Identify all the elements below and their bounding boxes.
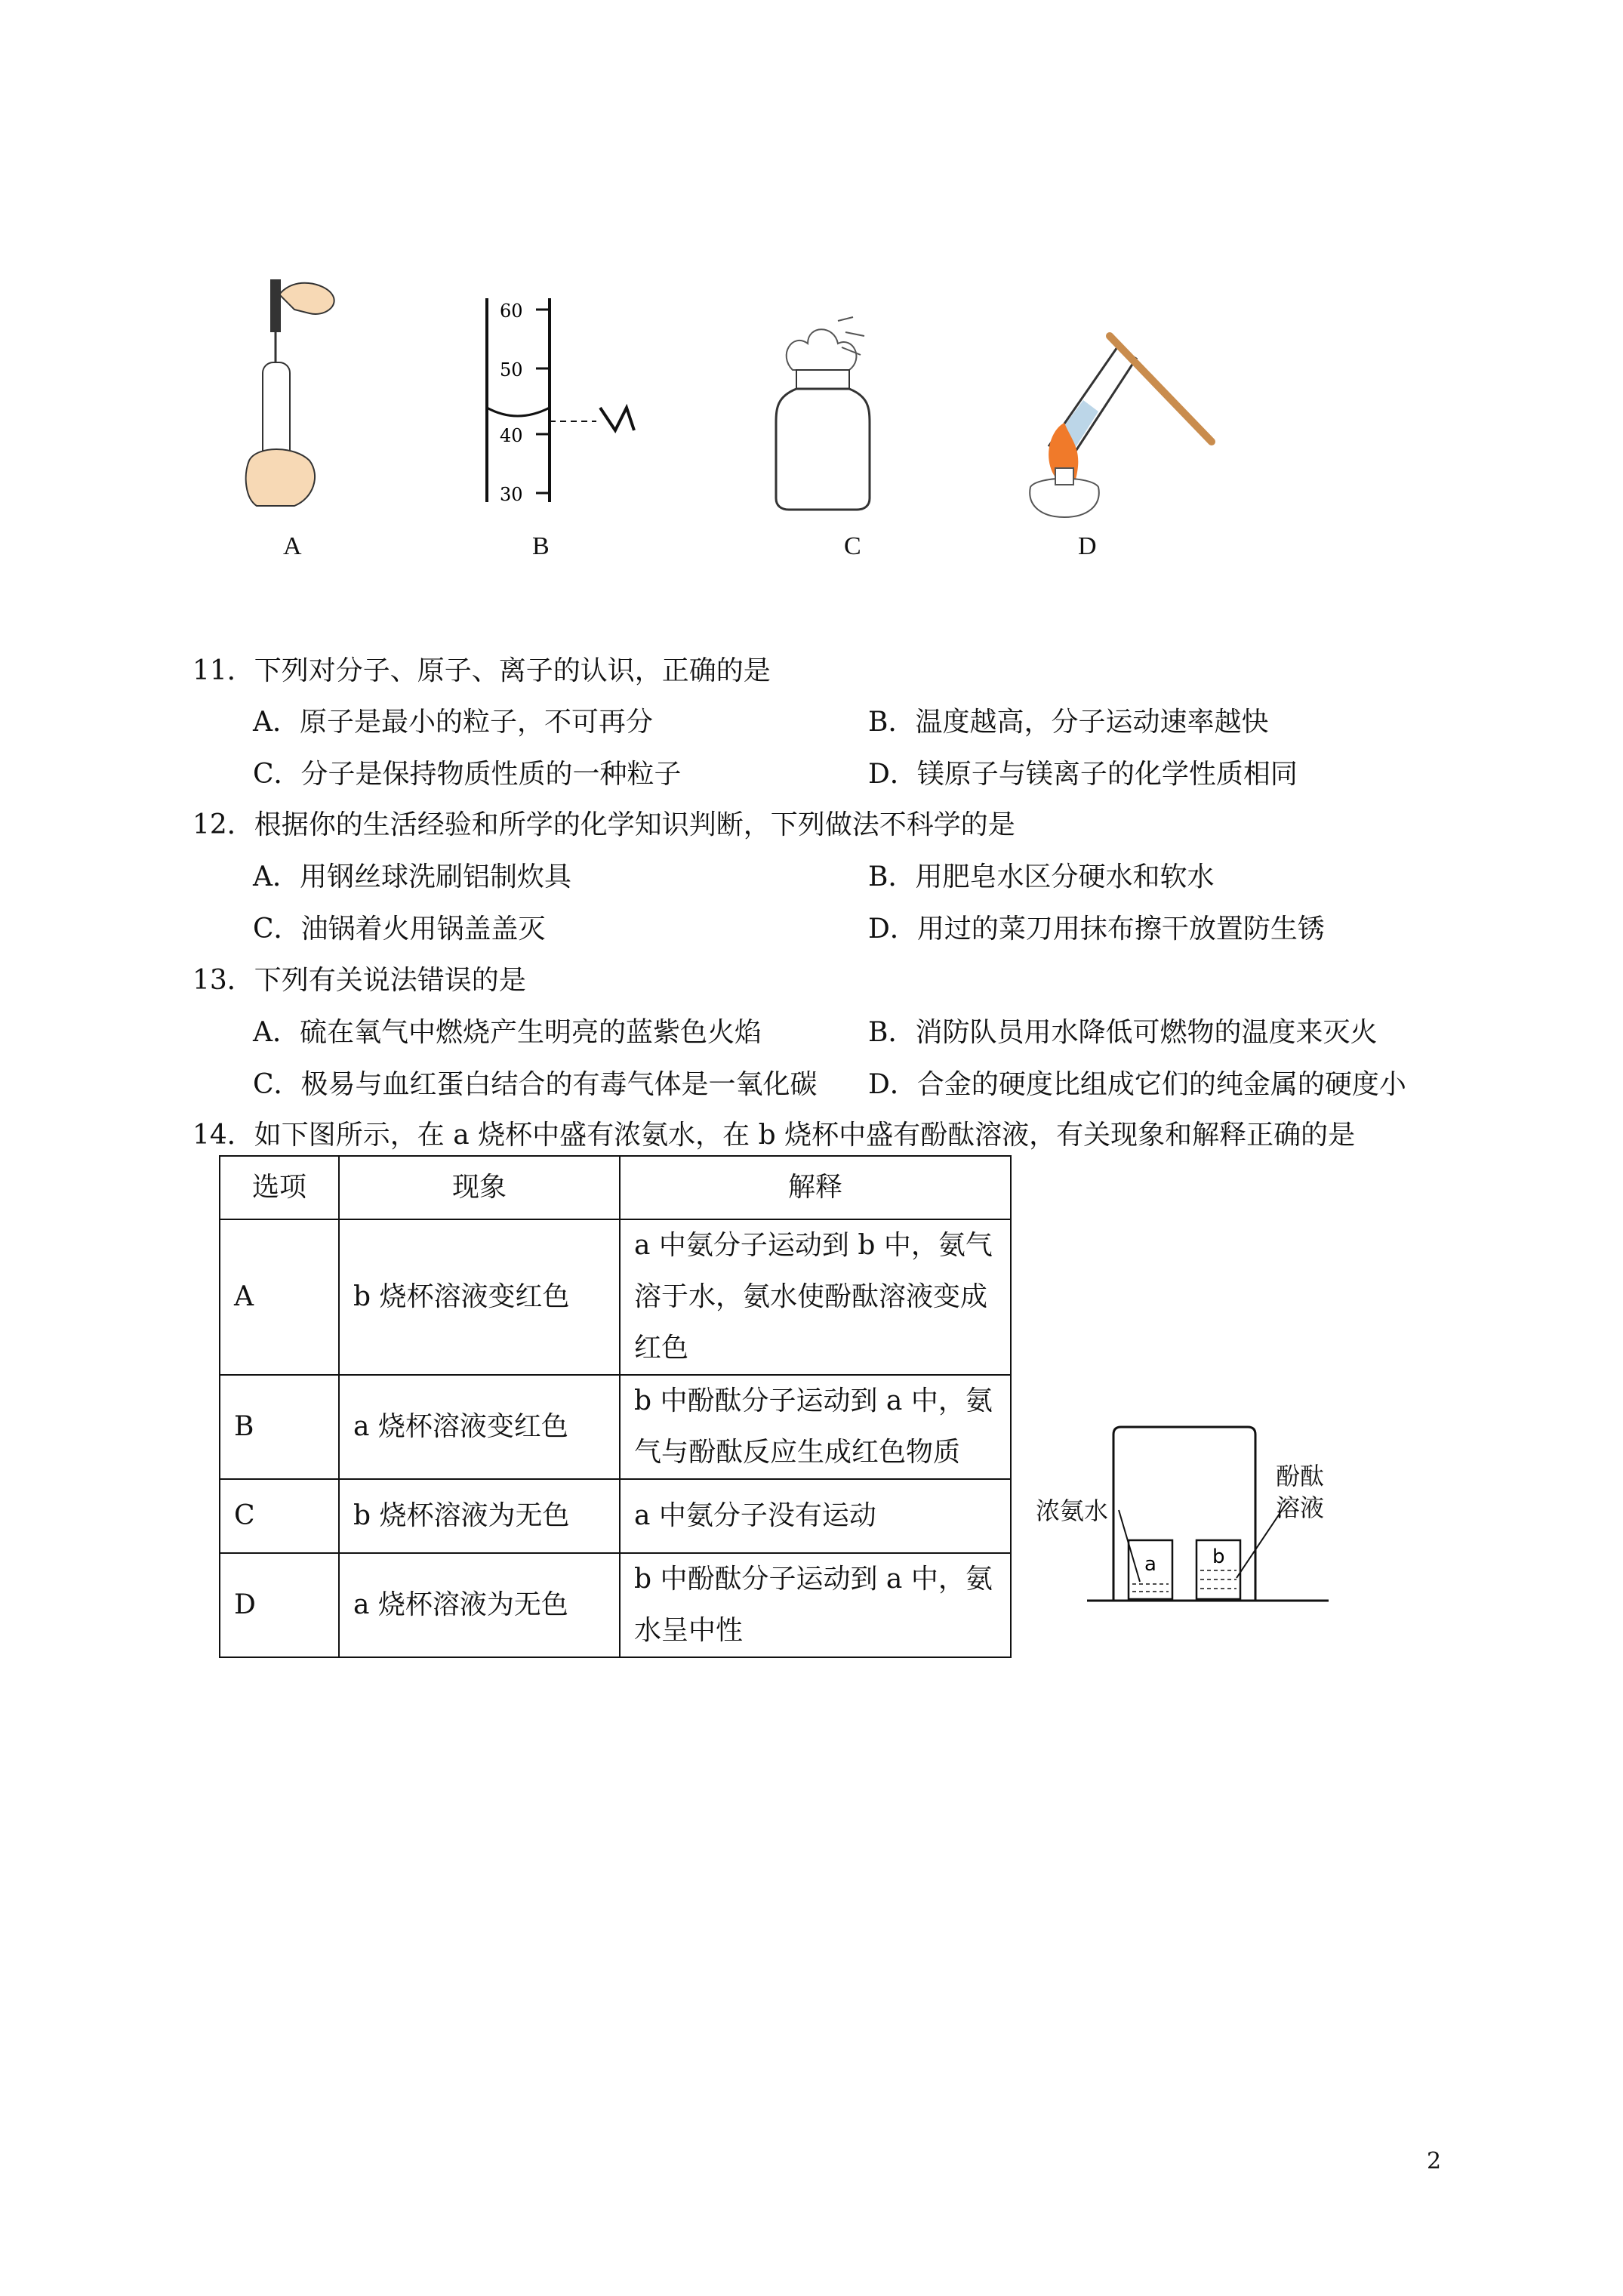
cylinder-tick-60: 60 xyxy=(500,300,523,322)
table-cell-option: A xyxy=(220,1219,339,1375)
question-11-option-d: D．镁原子与镁离子的化学性质相同 xyxy=(868,759,1298,790)
cylinder-tick-50: 50 xyxy=(500,359,523,381)
question-12-option-d: D．用过的菜刀用抹布擦干放置防生锈 xyxy=(868,914,1325,945)
beaker-a-label: a xyxy=(1144,1553,1156,1576)
table-header-explanation: 解释 xyxy=(620,1156,1011,1219)
diagram-label-phenolphthalein-2: 溶液 xyxy=(1276,1493,1325,1522)
beaker-b-label: b xyxy=(1212,1546,1225,1568)
question-14-stem: 14．如下图所示，在 a 烧杯中盛有浓氨水，在 b 烧杯中盛有酚酞溶液，有关现象和解释正确的是 xyxy=(192,1120,1356,1151)
question-12-option-c: C．油锅着火用锅盖盖灭 xyxy=(253,914,546,945)
table-header-row xyxy=(220,1156,1011,1219)
diagram-label-ammonia: 浓氨水 xyxy=(1036,1496,1109,1525)
figure-d-heating xyxy=(1004,317,1230,521)
question-13-option-a: A．硫在氧气中燃烧产生明亮的蓝紫色火焰 xyxy=(253,1017,762,1048)
question-11-option-c: C．分子是保持物质性质的一种粒子 xyxy=(253,759,682,790)
figure-label-c: C xyxy=(844,532,861,560)
figure-b-cylinder xyxy=(483,294,649,506)
cylinder-tick-40: 40 xyxy=(500,425,523,446)
table-cell-phenomenon: a 烧杯溶液为无色 xyxy=(339,1553,620,1657)
table-cell-explanation: b 中酚酞分子运动到 a 中，氨气与酚酞反应生成红色物质 xyxy=(620,1375,1011,1479)
table-cell-explanation: b 中酚酞分子运动到 a 中，氨水呈中性 xyxy=(620,1553,1011,1657)
table-cell-explanation: a 中氨分子没有运动 xyxy=(620,1479,1011,1553)
table-cell-option: D xyxy=(220,1553,339,1657)
table-header-option: 选项 xyxy=(220,1156,339,1219)
diagram-label-phenolphthalein-1: 酚酞 xyxy=(1276,1462,1325,1490)
table-header-phenomenon: 现象 xyxy=(339,1156,620,1219)
table-cell-phenomenon: b 烧杯溶液变红色 xyxy=(339,1219,620,1375)
page-number: 2 xyxy=(1427,2148,1442,2174)
figure-label-d: D xyxy=(1078,532,1097,560)
table-cell-option: B xyxy=(220,1375,339,1479)
question-13-stem: 13．下列有关说法错误的是 xyxy=(192,965,526,996)
figure-a-dropper xyxy=(226,272,340,513)
table-cell-phenomenon: b 烧杯溶液为无色 xyxy=(339,1479,620,1553)
question-12-option-a: A．用钢丝球洗刷铝制炊具 xyxy=(253,861,571,892)
table-row xyxy=(220,1219,1011,1375)
question-13-option-b: B．消防队员用水降低可燃物的温度来灭火 xyxy=(868,1017,1378,1048)
figure-label-a: A xyxy=(283,532,302,560)
table-cell-explanation: a 中氨分子运动到 b 中，氨气溶于水，氨水使酚酞溶液变成红色 xyxy=(620,1219,1011,1375)
figure-label-b: B xyxy=(532,532,550,560)
question-12-option-b: B．用肥皂水区分硬水和软水 xyxy=(868,861,1215,892)
question-13-option-d: D．合金的硬度比组成它们的纯金属的硬度小 xyxy=(868,1069,1406,1100)
table-cell-phenomenon: a 烧杯溶液变红色 xyxy=(339,1375,620,1479)
table-row xyxy=(220,1479,1011,1553)
figure-c-bottle xyxy=(762,302,883,513)
table-cell-option: C xyxy=(220,1479,339,1553)
table-row xyxy=(220,1375,1011,1479)
question-11-option-b: B．温度越高，分子运动速率越快 xyxy=(868,707,1269,738)
question-11-stem: 11．下列对分子、原子、离子的认识，正确的是 xyxy=(192,655,771,686)
question-11-option-a: A．原子是最小的粒子，不可再分 xyxy=(253,707,653,738)
question-14-table xyxy=(219,1155,1012,1658)
question-12-stem: 12．根据你的生活经验和所学的化学知识判断，下列做法不科学的是 xyxy=(192,809,1015,840)
question-13-option-c: C．极易与血红蛋白结合的有毒气体是一氧化碳 xyxy=(253,1069,818,1100)
cylinder-tick-30: 30 xyxy=(500,484,523,505)
table-row xyxy=(220,1553,1011,1657)
